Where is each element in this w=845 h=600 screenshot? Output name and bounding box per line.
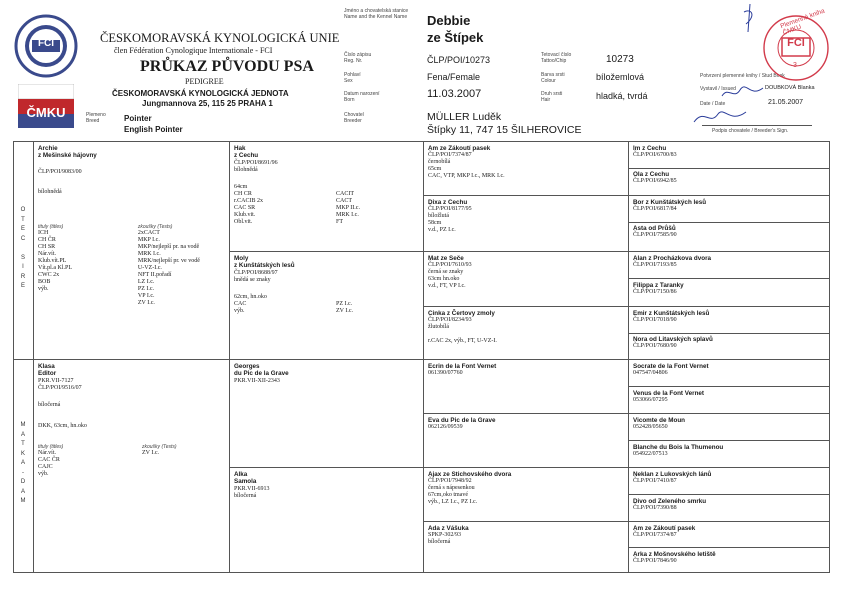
- gggp-reg: 052428/05650: [633, 424, 668, 431]
- gggp-split-6: [628, 440, 830, 441]
- ggp-info: černobílá: [428, 159, 451, 166]
- ggp-info: černá se znaky: [428, 269, 464, 276]
- birth-date: 11.03.2007: [427, 88, 482, 100]
- gggp-reg: ČLP/POI/7150/86: [633, 289, 677, 296]
- gggp-name: Vicomte de Moun: [633, 417, 686, 424]
- ggp-info: výb., LZ I.c., PZ I.c.: [428, 499, 478, 506]
- sire-sire-titles: CH CR r.CACIB 2x CAC SR Klub.vit. Obl.vit.: [234, 190, 264, 225]
- sire-dam-cell: [231, 253, 421, 358]
- tattoo-value: 10273: [606, 54, 634, 65]
- sire-sire-name-1: Hak: [234, 145, 246, 152]
- gggp-reg: ČLP/POI/7018/90: [633, 317, 677, 324]
- ggp-split-4: [423, 521, 830, 522]
- sire-gggp-2: [630, 169, 828, 194]
- dam-sire-name-1: Georges: [234, 363, 260, 370]
- sex-value: Fena/Female: [427, 72, 481, 82]
- sire-exams: 2xCACT MKP I.c. MKP/nejlepší pr. na vodě MRK I.c. MRK/nejlepší pr. ve vodě U-VZ-I.c. NFT II.pořadí LZ I.c. PZ I.c. VP I.c. ZV I.c.: [137, 229, 200, 306]
- gggp-split-8: [628, 547, 830, 548]
- ggp-reg: 061390/07760: [428, 370, 463, 377]
- gggp-reg: 053066/07295: [633, 397, 668, 404]
- gggp-reg: ČLP/POI/7846/90: [633, 558, 677, 565]
- gggp-reg: ČLP/POI/6942/85: [633, 178, 677, 185]
- ggp-info: 58cm: [428, 220, 442, 227]
- gggp-reg: 054922/07513: [633, 451, 668, 458]
- cmku-flag-logo: [18, 84, 74, 128]
- col-line-1: [33, 141, 34, 573]
- sire-dam-name-2: z Kunštátských lesů: [234, 262, 295, 270]
- jednota-address: Jungmannova 25, 115 25 PRAHA 1: [142, 99, 273, 108]
- gggp-reg: ČLP/POI/7193/85: [633, 262, 677, 269]
- ggp-name: Ajax ze Stichovského dvora: [428, 471, 512, 478]
- dam-ggp-1: [425, 361, 626, 413]
- gggp-name: Am ze Zákoutí pasek: [633, 525, 696, 532]
- dam-height: DKK, 63cm, hn.oko: [38, 422, 87, 429]
- date-label: Date / Date: [700, 101, 726, 107]
- ggp-name: Dixa z Cechu: [428, 199, 468, 206]
- breeder-name: MÜLLER Luděk: [427, 111, 502, 123]
- ggp-info: 67cm,oko tmavé: [428, 492, 468, 499]
- label-born: Datum narození Born: [344, 91, 380, 103]
- dam-exams-label: zkoušky (Tests): [142, 443, 177, 450]
- ggp-reg: ČLP/POI/8177/95: [428, 206, 472, 213]
- sire-gggp-4: [630, 223, 828, 249]
- sire-ggp-4: [425, 308, 626, 358]
- issue-date: 21.05.2007: [768, 99, 804, 106]
- gggp-name: Asta od Průšů: [633, 225, 676, 232]
- ggp-name: Am ze Zákoutí pasek: [428, 145, 491, 152]
- ggp-split-3: [423, 413, 830, 414]
- issuer-signature: [720, 82, 765, 102]
- dam-dam-name-2: Samola: [234, 478, 257, 486]
- ggp-reg: ČLP/POI/8234/93: [428, 317, 472, 324]
- sire-dam-name-1: Moly: [234, 255, 249, 262]
- col-line-3: [423, 141, 424, 573]
- gggp-name: Nora od Litavských splavů: [633, 336, 713, 343]
- ggp-info: r.CAC 2x, výb., FT, U-VZ-I.: [428, 338, 497, 345]
- sire-colour: bílohnědá: [38, 188, 62, 195]
- ggp-name: Ada z Vášuka: [428, 525, 469, 532]
- sire-gggp-3: [630, 197, 828, 222]
- sire-titles-label: tituly (titles): [38, 223, 64, 230]
- dam-ggp-2: [425, 415, 626, 467]
- ggp-info: bíločerná: [428, 539, 451, 546]
- dam-ggp-4: [425, 523, 626, 571]
- ggp-reg: ČLP/POI/7374/87: [428, 152, 472, 159]
- sire-titles: ICH CH ČR CH SR Nár.vít. Klub.vít.PL Vít.pl.a Kl.PL CWC 2x BOB výb.: [38, 229, 72, 292]
- sire-dam-exams: PZ I.c. ZV I.c.: [336, 300, 354, 314]
- dam-gggp-6: [630, 496, 828, 521]
- dam-ggp-3: [425, 469, 626, 521]
- ggp-name: Mat ze Seče: [428, 255, 464, 262]
- org-subtitle: člen Fédération Cynologique Internationale - FCI: [114, 46, 273, 55]
- gggp-split-7: [628, 494, 830, 495]
- breed-cz: Pointer: [124, 114, 152, 123]
- sire-dam-titles: CAC výb.: [234, 300, 247, 314]
- ggp-split-1: [423, 195, 830, 196]
- dam-gggp-8: [630, 549, 828, 571]
- gggp-name: Filippa z Taranky: [633, 282, 684, 289]
- sire-side-label: O T E C S I R E: [20, 207, 26, 289]
- dam-name-2: Editor: [38, 370, 57, 378]
- gggp-split-3: [628, 278, 830, 279]
- org-name: ČESKOMORAVSKÁ KYNOLOGICKÁ UNIE: [100, 31, 340, 45]
- reg-number: ČLP/POI/10273: [427, 55, 491, 65]
- sire-sire-colour: bílohnědá: [234, 166, 258, 173]
- gggp-name: Blanche du Bois la Thumenou: [633, 444, 724, 451]
- sire-dam-split: [13, 359, 830, 360]
- sire-exams-label: zkoušky (Tests): [137, 223, 173, 230]
- seal-number: 3: [793, 62, 797, 69]
- label-reg: Číslo zápisu Reg. Nr.: [344, 52, 372, 64]
- dam-name-1: Klasa: [38, 363, 55, 370]
- label-hair: Druh srsti Hair: [541, 91, 563, 103]
- sire-dam-height: 62cm, hn.oko: [234, 293, 267, 300]
- dog-name-2: ze Štípek: [427, 30, 484, 45]
- doc-title: PRŮKAZ PŮVODU PSA: [140, 58, 314, 75]
- ggp-info: žlutobílá: [428, 324, 449, 331]
- hair-value: hladká, tvrdá: [596, 91, 648, 101]
- breeder-signature: [690, 104, 750, 128]
- gggp-reg: ČLP/POI/7390/88: [633, 505, 677, 512]
- ggp-name: Ecrin de la Font Vernet: [428, 363, 497, 370]
- sire-gggp-8: [630, 334, 828, 358]
- sire-dam-reg: ČLP/POI/8688/97: [234, 269, 278, 276]
- sire-gggp-6: [630, 280, 828, 305]
- dam-sire-cell: [231, 361, 421, 466]
- ggp-reg: ČLP/POI/7948/92: [428, 478, 472, 485]
- gggp-name: Arka z Mošnovského letiště: [633, 551, 716, 558]
- dam-cell: [35, 361, 227, 571]
- sire-ggp-3: [425, 253, 626, 305]
- gggp-name: Emir z Kunštátských lesů: [633, 310, 710, 317]
- sire-reg: ČLP/POI/9083/00: [38, 168, 82, 175]
- sire-ggp-1: [425, 143, 626, 195]
- svg-text:ČMKU: ČMKU: [26, 105, 66, 120]
- dam-titles-label: tituly (titles): [38, 443, 64, 450]
- stud-book-label: Potvrzení plemenné knihy / Stud Book: [700, 73, 785, 79]
- gp-split-sire: [229, 251, 830, 252]
- sire-cell: [35, 143, 227, 357]
- sire-dam-colour: hnědá se znaky: [234, 276, 271, 283]
- gggp-reg: 047547/04806: [633, 370, 668, 377]
- dam-reg-2: ČLP/POI/9516/07: [38, 384, 82, 391]
- sire-sire-reg: ČLP/POI/8691/96: [234, 159, 278, 166]
- gggp-name: Socrate de la Font Vernet: [633, 363, 709, 370]
- gggp-name: Neklan z Lukovských lánů: [633, 471, 712, 478]
- sire-name-1: Archie: [38, 145, 58, 152]
- dam-titles: Nár.vít. CAC ČR CAJC výb.: [38, 449, 60, 477]
- ggp-name: Cinka z Čertovy zmoly: [428, 310, 495, 317]
- gggp-name: Venus de la Font Vernet: [633, 390, 705, 397]
- gggp-name: Alan z Procházkova dvora: [633, 255, 712, 262]
- gggp-reg: ČLP/POI/7680/90: [633, 343, 677, 350]
- ggp-split-2: [423, 306, 830, 307]
- dam-gggp-1: [630, 361, 828, 386]
- dam-sire-reg: PKR.VII-XII-2343: [234, 377, 280, 384]
- dam-dam-colour: bíločerná: [234, 492, 257, 499]
- ggp-info: v.d., FT, VP I.c.: [428, 283, 466, 290]
- dam-gggp-7: [630, 523, 828, 547]
- dam-reg-1: PKR.VII-7127: [38, 377, 74, 384]
- breeder-address: Štípky 11, 747 15 ŠILHEROVICE: [427, 124, 582, 136]
- dog-name-1: Debbie: [427, 13, 471, 28]
- gggp-reg: ČLP/POI/7585/90: [633, 232, 677, 239]
- ggp-reg: SPKP-302/93: [428, 532, 462, 539]
- sire-sire-cell: [231, 143, 421, 250]
- dam-sire-name-2: du Pic de la Grave: [234, 370, 289, 378]
- dam-colour: bíločerná: [38, 401, 61, 408]
- dam-gggp-2: [630, 388, 828, 413]
- gggp-name: Im z Cechu: [633, 145, 667, 152]
- sire-sire-height: 64cm: [234, 183, 248, 190]
- gggp-reg: ČLP/POI/6817/84: [633, 206, 677, 213]
- issuer-name: DOUBKOVÁ Blanka: [765, 85, 815, 91]
- gggp-split-5: [628, 386, 830, 387]
- ggp-info: CAC, VTP, MKP I.c., MRK I.c.: [428, 173, 505, 180]
- dam-exams: ZV I.c.: [142, 449, 160, 456]
- sire-ggp-2: [425, 197, 626, 250]
- gggp-name: Bor z Kunštátských lesů: [633, 199, 707, 206]
- breed-en: English Pointer: [124, 125, 183, 134]
- sire-sire-name-2: z Cechu: [234, 152, 259, 160]
- dam-gggp-5: [630, 469, 828, 494]
- ggp-reg: ČLP/POI/7610/93: [428, 262, 472, 269]
- sire-gggp-5: [630, 253, 828, 278]
- ggp-info: černá s nápesenkou: [428, 485, 475, 492]
- label-sex: Pohlaví Sex: [344, 72, 361, 84]
- dam-dam-reg: PKR.VII-6913: [234, 485, 270, 492]
- gggp-name: Ola z Cechu: [633, 171, 670, 178]
- colour-value: bíložemlová: [596, 72, 645, 82]
- gggp-name: Divo od Zeleného smrku: [633, 498, 707, 505]
- ggp-info: 65cm: [428, 166, 442, 173]
- label-tattoo: Tetovací číslo Tattoo/Chip: [541, 52, 572, 64]
- sire-name-2: z Mešinské hájovny: [38, 152, 97, 160]
- sire-gggp-7: [630, 308, 828, 333]
- top-signature: [738, 2, 762, 36]
- breeder-sign-label: Podpis chovatele / Breeder's Sign.: [712, 128, 789, 134]
- doc-title-en: PEDIGREE: [185, 77, 224, 86]
- ggp-reg: 062126/09539: [428, 424, 463, 431]
- breed-label: Plemeno Breed: [86, 112, 106, 124]
- gggp-reg: ČLP/POI/6700/83: [633, 152, 677, 159]
- gp-split-dam: [229, 467, 830, 468]
- ggp-name: Eva du Pic de la Grave: [428, 417, 496, 424]
- ggp-info: 63cm hn.oko: [428, 276, 460, 283]
- label-breeder: Chovatel Breeder: [344, 112, 364, 124]
- fci-logo-text: FCI: [37, 38, 55, 49]
- dam-dam-cell: [231, 469, 421, 571]
- col-line-4: [628, 141, 629, 573]
- ggp-info: v.d., PZ I.c.: [428, 227, 456, 234]
- dam-gggp-3: [630, 415, 828, 440]
- sire-sire-exams: CACIT CACT MKP II.c. MRK I.c. FT: [336, 190, 360, 225]
- ggp-info: bíložlutá: [428, 213, 449, 220]
- dam-dam-name-1: Alka: [234, 471, 248, 478]
- col-line-2: [229, 141, 230, 573]
- jednota-name: ČESKOMORAVSKÁ KYNOLOGICKÁ JEDNOTA: [112, 89, 289, 98]
- dam-side-label: M A T K A - D A M: [20, 422, 26, 504]
- seal-ring-text: Plemenná kniha ČMKU: [779, 7, 826, 37]
- label-colour: Barva srsti Colour: [541, 72, 565, 84]
- ggp-info-spacer: [428, 331, 623, 338]
- sire-gggp-1: [630, 143, 828, 168]
- label-name: Jméno a chovatelská stanice Name and the Kennel Name: [344, 8, 409, 20]
- gggp-reg: ČLP/POI/7374/87: [633, 532, 677, 539]
- gggp-reg: ČLP/POI/7410/87: [633, 478, 677, 485]
- dam-gggp-4: [630, 442, 828, 467]
- seal-inner-text: FCI: [787, 37, 805, 49]
- issued-label: Vystavil / Issued: [700, 86, 736, 92]
